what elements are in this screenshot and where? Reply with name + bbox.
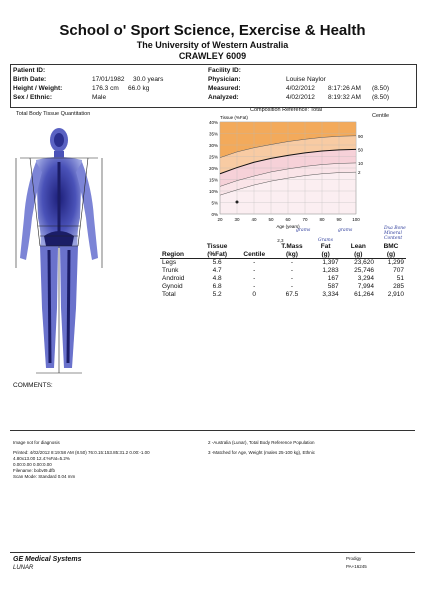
patient-id-label: Patient ID: xyxy=(13,67,46,74)
header-region: Region xyxy=(160,243,199,259)
cell-tmass: 67.5 xyxy=(285,291,299,298)
disclaimer: Image not for diagnosis xyxy=(13,440,60,445)
body-scan-image xyxy=(14,118,104,380)
y-tick-label: 30% xyxy=(208,143,218,148)
cell-centile: - xyxy=(253,259,256,266)
table-row xyxy=(160,275,406,283)
table-header-row xyxy=(160,243,406,259)
brand-lunar: LUNAR xyxy=(13,565,34,571)
table-row xyxy=(160,267,406,275)
x-tick-label: 100 xyxy=(352,217,360,222)
table-row xyxy=(160,283,406,291)
cell-region: Android xyxy=(162,275,185,282)
header-tmass: 2,3 T.Mass (kg) xyxy=(273,243,310,259)
y-tick-label: 10% xyxy=(208,189,218,194)
physician-label: Physician: xyxy=(208,76,241,83)
footer-line-3: 0.00:0.00 0.00:0.00 xyxy=(13,462,52,467)
cell-fat: 1,397 xyxy=(322,259,339,266)
cell-tissue: 5.6 xyxy=(212,259,222,266)
y-tick-label: 40% xyxy=(208,120,218,125)
printed-info: Printed: 4/02/2012 8:19:58 AM (8.50) 76:0.15:153.85:31.2 0.00:-1.00 xyxy=(13,450,150,455)
height-weight-label: Height / Weight: xyxy=(13,85,63,92)
y-tick-label: 5% xyxy=(211,200,218,206)
cell-tissue: 5.2 xyxy=(212,291,222,298)
cell-bmc: 51 xyxy=(396,275,404,282)
cell-lean: 61,264 xyxy=(354,291,374,298)
cell-bmc: 2,910 xyxy=(387,291,404,298)
university-name: The University of Western Australia xyxy=(136,40,289,50)
physician: Louise Naylor xyxy=(286,76,326,83)
measured-date: 4/02/2012 xyxy=(286,85,315,92)
cell-region: Total xyxy=(162,291,176,298)
cell-fat: 587 xyxy=(327,283,339,290)
height: 176.3 cm xyxy=(92,85,119,92)
x-tick-label: 80 xyxy=(319,217,325,222)
cell-fat: 3,334 xyxy=(322,291,339,298)
cell-tissue: 4.8 xyxy=(212,275,222,282)
x-tick-label: 50 xyxy=(268,217,274,222)
x-tick-label: 60 xyxy=(285,217,291,222)
cell-bmc: 1,299 xyxy=(387,259,404,266)
comments-divider xyxy=(10,430,415,431)
cell-centile: - xyxy=(253,275,256,282)
x-axis-label: Age (years) xyxy=(276,224,300,229)
cell-lean: 3,294 xyxy=(357,275,374,282)
cell-fat: 167 xyxy=(327,275,339,282)
filename: Filename: bobvt9.dfb xyxy=(13,468,56,473)
facility-id-label: Facility ID: xyxy=(208,67,241,74)
sex: Male xyxy=(92,94,107,101)
cell-bmc: 707 xyxy=(393,267,404,274)
sex-ethnic-label: Sex / Ethnic: xyxy=(13,94,53,101)
cell-lean: 25,746 xyxy=(354,267,374,274)
centile-label-90: 90 xyxy=(358,133,364,139)
table-row xyxy=(160,259,406,268)
cell-tmass: - xyxy=(290,275,294,282)
cell-tmass: - xyxy=(290,267,294,274)
brand-name: GE Medical Systems xyxy=(13,556,82,563)
location: CRAWLEY 6009 xyxy=(178,51,247,61)
header-tmass-superscript: 2,3 xyxy=(277,238,284,243)
analyzed-version: (8.50) xyxy=(372,94,389,101)
y-tick-label: 25% xyxy=(208,154,218,160)
header-centile: Centile xyxy=(235,243,273,259)
table-row-total xyxy=(160,291,406,299)
device-model: Prodigy xyxy=(346,556,362,561)
cell-bmc: 285 xyxy=(393,283,404,290)
cell-region: Trunk xyxy=(162,267,179,274)
handwritten-grams-note: Grams xyxy=(318,238,334,243)
y-tick-label: 15% xyxy=(208,177,218,183)
school-title: School o' Sport Science, Exercise & Health xyxy=(59,22,366,39)
weight: 66.0 kg xyxy=(128,85,150,92)
measured-time: 8:17:26 AM xyxy=(328,85,361,92)
analyzed-label: Analyzed: xyxy=(208,94,239,101)
cell-tissue: 6.8 xyxy=(212,283,222,290)
reference-3: 3 -Matched for Age, Weight (males 25-100 kg), Ethnic xyxy=(208,450,315,455)
comments-label: COMMENTS: xyxy=(13,382,53,389)
cell-region: Gynoid xyxy=(162,283,183,290)
header-lean: Lean (g) xyxy=(341,243,376,259)
x-tick-label: 90 xyxy=(336,217,342,222)
chart-title: Composition Reference: Total xyxy=(250,107,323,113)
birth-date: 17/01/1982 xyxy=(92,76,125,83)
cell-centile: - xyxy=(253,267,256,274)
cell-region: Legs xyxy=(162,259,177,266)
x-tick-label: 20 xyxy=(217,217,223,222)
birth-date-label: Birth Date: xyxy=(13,76,47,83)
patient-point xyxy=(236,201,239,204)
y-tick-label: 0% xyxy=(211,212,218,217)
footer-line-2: 4.80x13.00 12.4:%Fat=5.2% xyxy=(13,456,70,461)
cell-centile: 0 xyxy=(252,291,257,298)
centile-label-10: 10 xyxy=(358,160,364,166)
cell-fat: 1,283 xyxy=(322,267,339,274)
handwritten-lean-note: grams xyxy=(338,228,353,233)
x-tick-label: 40 xyxy=(251,217,257,222)
cell-centile: - xyxy=(253,283,256,290)
x-tick-label: 70 xyxy=(302,217,308,222)
header-bmc: BMC (g) xyxy=(376,243,406,259)
analyzed-time: 8:19:32 AM xyxy=(328,94,361,101)
y-tick-label: 35% xyxy=(208,131,218,137)
footer-divider xyxy=(10,552,415,553)
cell-tmass: - xyxy=(290,259,294,266)
measured-label: Measured: xyxy=(208,85,241,92)
handwritten-fat-note: grams xyxy=(296,228,311,233)
cell-tissue: 4.7 xyxy=(212,267,222,274)
y-tick-label: 20% xyxy=(208,166,218,171)
centile-label-50: 50 xyxy=(358,147,364,153)
x-tick-label: 30 xyxy=(234,217,240,222)
analyzed-date: 4/02/2012 xyxy=(286,94,315,101)
handwritten-bmc-note: Dxa Bone Mineral Content xyxy=(384,226,406,241)
centile-label: Centile xyxy=(372,113,390,119)
age: 30.0 years xyxy=(133,76,164,83)
cell-lean: 23,620 xyxy=(354,259,374,266)
y-axis-label: Tissue (%Fat) xyxy=(220,115,248,120)
composition-chart xyxy=(198,110,370,232)
measured-version: (8.50) xyxy=(372,85,389,92)
header-fat: Fat (g) xyxy=(311,243,341,259)
centile-label-2: 2 xyxy=(358,170,361,176)
cell-tmass: - xyxy=(290,283,294,290)
device-serial: PA+16245 xyxy=(346,564,367,569)
header-tissue: Tissue (%Fat) xyxy=(199,243,235,259)
cell-lean: 7,994 xyxy=(357,283,374,290)
reference-2: 2 -Australia (Lunar), Total Body Reference Population xyxy=(208,440,315,445)
scan-mode: Scan Mode: Standard 0.04 mm xyxy=(13,474,76,479)
scan-title: Total Body Tissue Quantitation xyxy=(16,111,91,117)
